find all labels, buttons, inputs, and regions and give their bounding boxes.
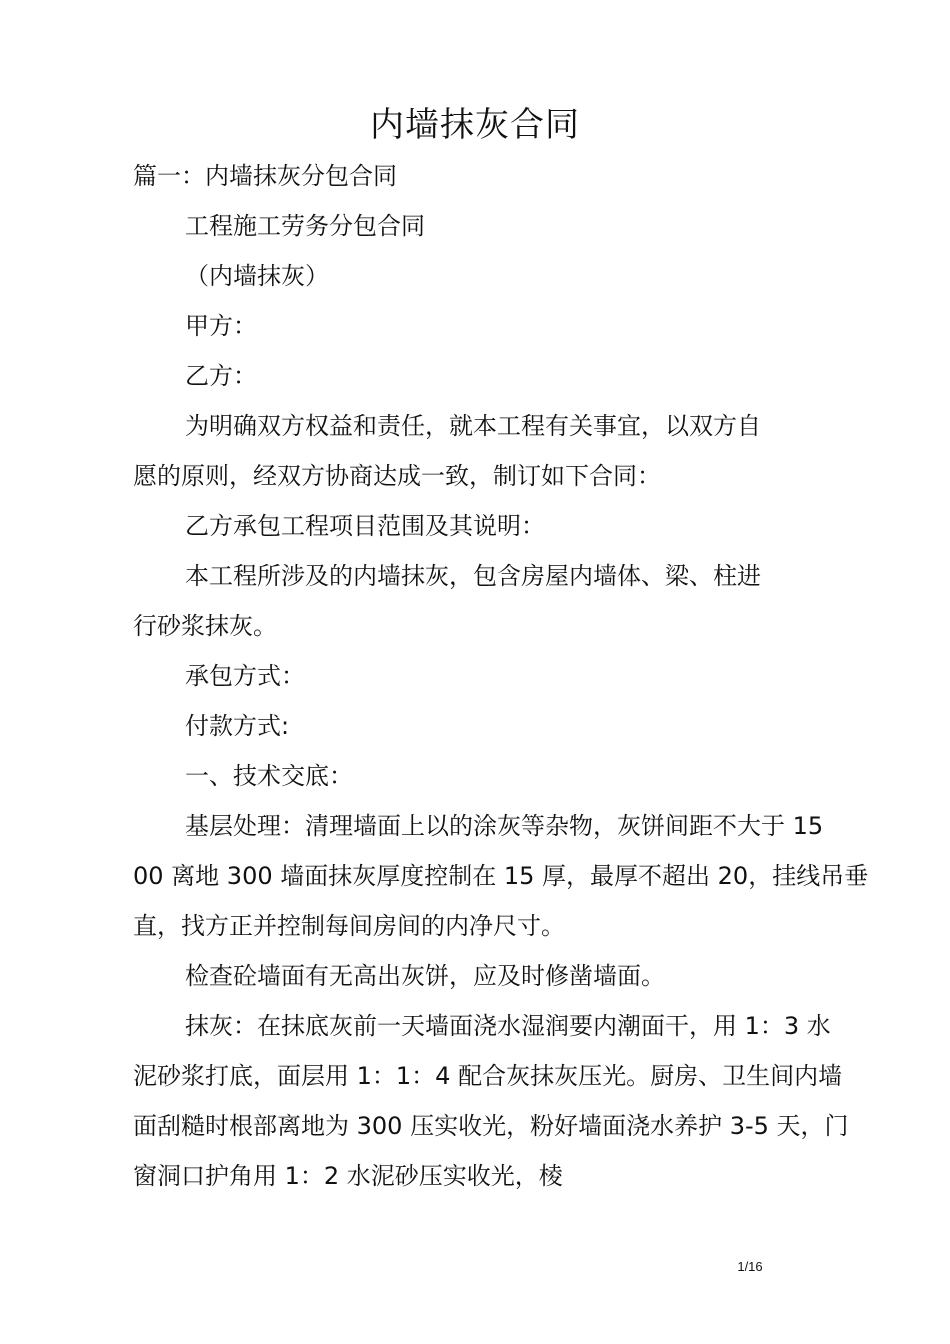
contract-name: 工程施工劳务分包合同: [185, 212, 425, 240]
paragraph-line: 抹灰：在抹底灰前一天墙面浇水湿润要内潮面干，用 1：3 水: [185, 1012, 831, 1040]
paragraph-line: 基层处理：清理墙面上以的涂灰等杂物，灰饼间距不大于 15: [185, 812, 824, 840]
paragraph-line: 本工程所涉及的内墙抹灰，包含房屋内墙体、梁、柱进: [185, 562, 761, 590]
paragraph-line: 乙方承包工程项目范围及其说明：: [185, 512, 545, 540]
paragraph-line: 检查砼墙面有无高出灰饼，应及时修凿墙面。: [185, 962, 665, 990]
paragraph-line: 00 离地 300 墙面抹灰厚度控制在 15 厚，最厚不超出 20，挂线吊垂: [133, 862, 869, 890]
paragraph-line: 面刮糙时根部离地为 300 压实收光，粉好墙面浇水养护 3-5 天，门: [133, 1112, 849, 1140]
contract-subtitle: （内墙抹灰）: [185, 262, 329, 290]
paragraph-line: 直，找方正并控制每间房间的内净尺寸。: [133, 912, 565, 940]
paragraph-line: 愿的原则，经双方协商达成一致，制订如下合同：: [133, 462, 661, 490]
party-b-label: 乙方：: [185, 362, 257, 390]
subsection-heading: 一、技术交底：: [185, 762, 353, 790]
document-title: 内墙抹灰合同: [370, 105, 580, 145]
paragraph-line: 为明确双方权益和责任，就本工程有关事宜，以双方自: [185, 412, 761, 440]
section-heading: 篇一：内墙抹灰分包合同: [133, 162, 397, 190]
paragraph-line: 泥砂浆打底，面层用 1：1：4 配合灰抹灰压光。厨房、卫生间内墙: [133, 1062, 843, 1090]
paragraph-line: 承包方式：: [185, 662, 305, 690]
page-number: 1/16: [737, 1259, 763, 1274]
paragraph-line: 行砂浆抹灰。: [133, 612, 277, 640]
paragraph-line: 窗洞口护角用 1：2 水泥砂压实收光，棱: [133, 1162, 563, 1190]
party-a-label: 甲方：: [185, 312, 257, 340]
paragraph-line: 付款方式:: [185, 712, 290, 740]
